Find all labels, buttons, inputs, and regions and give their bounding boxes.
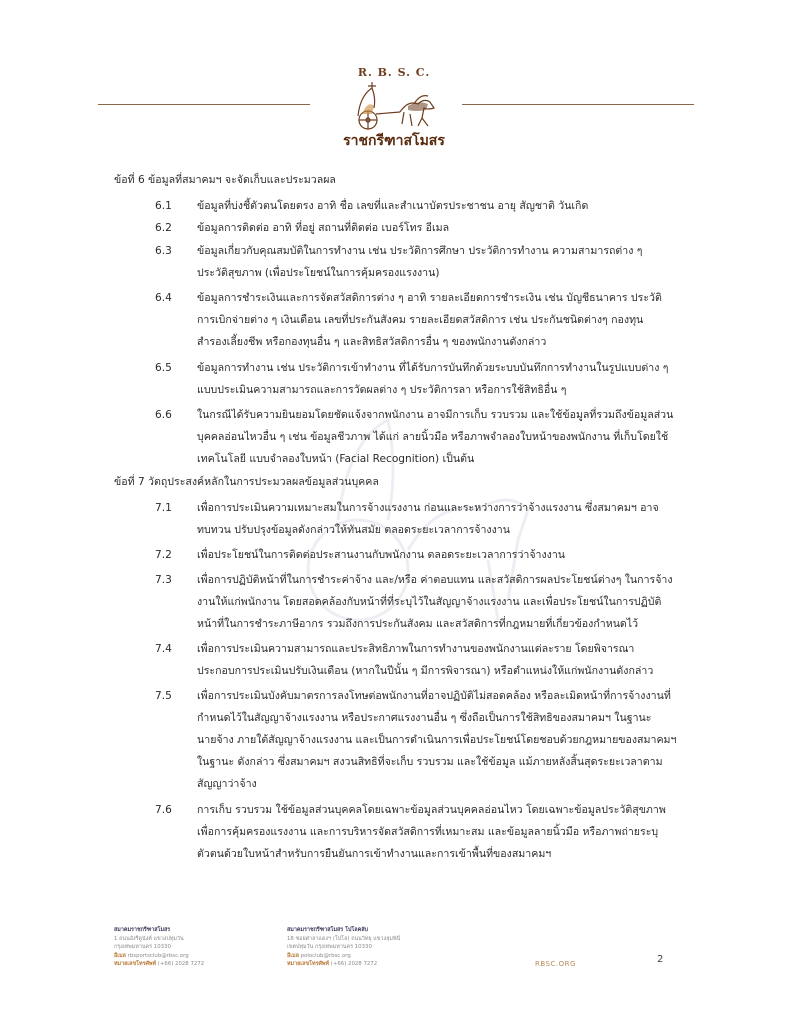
header-rule-right [462, 104, 694, 105]
item-text-line: บุคคลอ่อนไหวอื่น ๆ เช่น ข้อมูลชีวภาพ ได้แก่ ลายนิ้วมือ หรือภาพจำลองใบหน้าของพนักงาน ที่เก็บโดยใช้ [197, 431, 669, 443]
item-text-line: แบบประเมินความสามารถและการวัดผลต่าง ๆ ประวัติการลา หรือการใช้สิทธิอื่น ๆ [197, 384, 567, 396]
logo-thai-name: ราชกรีฑาสโมสร [343, 133, 445, 149]
footer-polo-name: สมาคมราชกรีฑาสโมสร โปโลคลับ [287, 927, 368, 933]
footer-polo-address-line2: เขตปทุมวัน กรุงเทพมหานคร 10330 [287, 944, 372, 951]
header-rule-left [98, 104, 310, 105]
item-text-line: เพื่อการคุ้มครองแรงงาน และการบริหารจัดสวัสดิการที่เหมาะสม และข้อมูลลายนิ้วมือ หรือภาพถ่ายระบุ [197, 826, 659, 838]
item-number: 7.5 [155, 690, 172, 702]
item-text-line: เพื่อการปฏิบัติหน้าที่ในการชำระค่าจ้าง และ/หรือ ค่าตอบแทน และสวัสดิการผลประโยชน์ต่างๆ ในการจ้าง [197, 574, 673, 586]
item-text-line: ประกอบการประเมินปรับเงินเดือน (หากในปีนั้น ๆ มีการพิจารณา) หรือตำแหน่งให้แก่พนักงานดังกล่าว [197, 665, 654, 677]
footer-club-address-line2: กรุงเทพมหานคร 10330 [114, 944, 171, 951]
item-text-line: สัญญาว่าจ้าง [197, 778, 257, 790]
item-text-line: กำหนดไว้ในสัญญาจ้างแรงงาน หรือประกาศแรงงานอื่น ๆ ซึ่งถือเป็นการใช้สิทธิของสมาคมฯ ในฐานะ [197, 712, 652, 724]
item-text-line: เทคโนโลยี แบบจำลองใบหน้า (Facial Recognition) เป็นต้น [197, 453, 475, 465]
footer-club-phone-label: หมายเลขโทรศัพท์ [114, 961, 156, 968]
footer-club-email[interactable]: rbsportsclub@rbsc.org [127, 952, 189, 959]
item-number: 6.5 [155, 362, 172, 374]
footer-club-email-label: อีเมล [114, 952, 126, 959]
item-text-line: ข้อมูลเกี่ยวกับคุณสมบัติในการทำงาน เช่น ประวัติการศึกษา ประวัติการทำงาน ความสามารถต่าง ๆ [197, 245, 643, 257]
section-7-heading: ข้อที่ 7 วัตถุประสงค์หลักในการประมวลผลข้อมูลส่วนบุคคล [114, 476, 379, 488]
footer-address-polo [287, 926, 400, 969]
item-number: 7.4 [155, 643, 172, 655]
chariot-emblem-icon [338, 78, 450, 136]
item-number: 7.6 [155, 804, 172, 816]
item-number: 7.2 [155, 549, 172, 561]
item-text-line: ข้อมูลการชำระเงินและการจัดสวัสดิการต่าง ๆ อาทิ รายละเอียดการชำระเงิน เช่น บัญชีธนาคาร ประวัติ [197, 292, 662, 304]
item-text-line: ประวัติสุขภาพ (เพื่อประโยชน์ในการคุ้มครองแรงงาน) [197, 267, 440, 279]
item-number: 6.6 [155, 409, 172, 421]
footer-website[interactable]: RBSC.ORG [535, 960, 576, 968]
footer-polo-phone: (+66) 2028 7272 [330, 961, 378, 968]
item-number: 7.1 [155, 502, 172, 514]
item-number: 6.2 [155, 222, 172, 234]
item-number: 6.3 [155, 245, 172, 257]
item-text-line: หน้าที่ในการชำระภาษีอากร รวมถึงการประกันสังคม และสวัสดิการที่กฎหมายที่เกี่ยวข้องกำหนดไว้ [197, 618, 639, 630]
item-text-line: ข้อมูลการทำงาน เช่น ประวัติการเข้าทำงาน ที่ได้รับการบันทึกด้วยระบบบันทึกการทำงานในรูปแบบต่าง ๆ [197, 362, 669, 374]
item-text-line: สำรองเลี้ยงชีพ หรือกองทุนอื่น ๆ และสิทธิสวัสดิการอื่น ๆ ของพนักงานดังกล่าว [197, 336, 547, 348]
item-text-line: ตัวตนด้วยใบหน้าสำหรับการยืนยันการเข้าทำงานและการเข้าพื้นที่ของสมาคมฯ [197, 848, 552, 860]
footer-address-club [114, 926, 204, 969]
item-number: 6.4 [155, 292, 172, 304]
item-text-line: ข้อมูลที่บ่งชี้ตัวตนโดยตรง อาทิ ชื่อ เลขที่และสำเนาบัตรประชาชน อายุ สัญชาติ วันเกิด [197, 200, 589, 212]
item-text-line: เพื่อประโยชน์ในการติดต่อประสานงานกับพนักงาน ตลอดระยะเวลาการว่าจ้างงาน [197, 549, 566, 561]
logo-abbreviation: R. B. S. C. [357, 66, 431, 79]
item-text-line: เพื่อการประเมินความเหมาะสมในการจ้างแรงงาน ก่อนและระหว่างการว่าจ้างแรงงาน ซึ่งสมาคมฯ อาจ [197, 502, 659, 514]
footer-polo-phone-label: หมายเลขโทรศัพท์ [287, 961, 329, 968]
item-text-line: การเบิกจ่ายต่าง ๆ เงินเดือน เลขที่ประกันสังคม รายละเอียดสวัสดิการ เช่น ประกันชนิดต่างๆ กองทุน [197, 314, 644, 326]
footer-polo-email-label: อีเมล [287, 952, 299, 959]
item-text-line: ในกรณีได้รับความยินยอมโดยชัดแจ้งจากพนักงาน อาจมีการเก็บ รวบรวม และใช้ข้อมูลที่รวมถึงข้อมูลส่วน [197, 409, 674, 421]
item-number: 7.3 [155, 574, 172, 586]
item-text-line: เพื่อการประเมินบังคับมาตรการลงโทษต่อพนักงานที่อาจปฏิบัติไม่สอดคล้อง หรือละเมิดหน้าที่การจ้างงานที่ [197, 690, 671, 702]
item-text-line: ในฐานะ ดังกล่าว ซึ่งสมาคมฯ สงวนสิทธิที่จะเก็บ รวบรวม และใช้ข้อมูล แม้ภายหลังสิ้นสุดระยะเวลาตาม [197, 756, 663, 768]
footer-club-name: สมาคมราชกรีฑาสโมสร [114, 927, 171, 933]
item-text-line: งานให้แก่พนักงาน โดยสอดคล้องกับหน้าที่ที่ระบุไว้ในสัญญาจ้างแรงงาน และเพื่อประโยชน์ในการปฏิบัติ [197, 596, 662, 608]
item-text-line: นายจ้าง ภายใต้สัญญาจ้างแรงงาน และเป็นการดำเนินการเพื่อประโยชน์โดยชอบด้วยกฎหมายของสมาคมฯ [197, 734, 677, 746]
footer-polo-address-line1: 18 ซอยศาลาแดงฯ (โปโล) ถนนวิทยุ แขวงลุมพินี [287, 935, 401, 942]
item-number: 6.1 [155, 200, 172, 212]
item-text-line: ข้อมูลการติดต่อ อาทิ ที่อยู่ สถานที่ติดต่อ เบอร์โทร อีเมล [197, 222, 450, 234]
footer-polo-email[interactable]: poloclub@rbsc.org [300, 952, 351, 959]
page-number: 2 [657, 954, 664, 965]
footer-club-phone: (+66) 2028 7272 [157, 961, 205, 968]
section-6-heading: ข้อที่ 6 ข้อมูลที่สมาคมฯ จะจัดเก็บและประมวลผล [114, 174, 336, 186]
item-text-line: เพื่อการประเมินความสามารถและประสิทธิภาพในการทำงานของพนักงานแต่ละราย โดยพิจารณา [197, 643, 635, 655]
footer-club-address-line1: 1 ถนนอังรีดูนังต์ แขวงปทุมวัน [114, 935, 184, 942]
rbsc-logo [338, 66, 450, 152]
item-text-line: ทบทวน ปรับปรุงข้อมูลดังกล่าวให้ทันสมัย ตลอดระยะเวลาการจ้างงาน [197, 524, 510, 536]
item-text-line: การเก็บ รวบรวม ใช้ข้อมูลส่วนบุคคลโดยเฉพาะข้อมูลส่วนบุคคลอ่อนไหว โดยเฉพาะข้อมูลประวัติสุขภาพ [197, 804, 666, 816]
